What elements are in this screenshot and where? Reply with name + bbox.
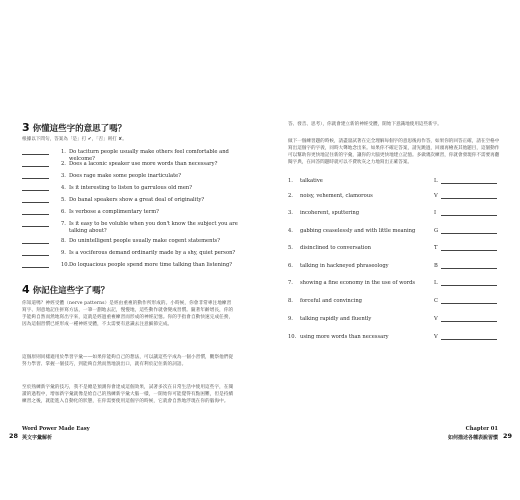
question-text: Is it easy to be voluble when you don't know the subject you are talking about? xyxy=(69,221,238,234)
item-number: 5. xyxy=(288,245,293,251)
section-number: 4 xyxy=(22,283,30,296)
question-item xyxy=(22,161,239,168)
question-text: Do loquacious people spend more time talking than listening? xyxy=(69,262,233,268)
definition-phrase: talking rapidly and fluently xyxy=(300,316,372,322)
section-title: 你記住這些字了嗎？ xyxy=(32,286,110,296)
definition-phrase: forceful and convincing xyxy=(300,298,362,304)
item-number: 9. xyxy=(288,316,293,322)
body-paragraph: 答、發音、思考），你就會建立新的神經受體，開始下意識地使用這些新字。 xyxy=(288,122,442,127)
chapter-title: 如何描述各種表說習慣 xyxy=(447,435,498,441)
item-number: 10. xyxy=(288,334,297,340)
definition-phrase: talking in hackneyed phraseology xyxy=(300,263,389,269)
body-paragraph: 你知道嗎？神經受體（nerve patterns）是經由重複的動作所形成的。小時候，你會非常專注地練習寫字、刻意地記住拼寫方法，一筆一劃地去記，慢慢地，這些動作就會變成習慣。隨著年齡增長，你的手能夠自然而然地寫出字來，這就是經過重複練習而形成的神經記憶。你的手指會自動快速完成任務，因為這個習慣已經形成一種神經受體，不太需要有意識去注意細節完成。 xyxy=(22,301,234,327)
item-number: 7. xyxy=(288,280,293,286)
question-number: 8. xyxy=(61,238,66,244)
question-text: Is verbose a complimentary term? xyxy=(69,209,159,215)
question-text: Is it interesting to listen to garrulous old men? xyxy=(69,185,193,191)
question-text: Does rage make some people inarticulate? xyxy=(69,173,182,179)
question-item xyxy=(22,238,239,245)
question-text: Do unintelligent people usually make cogent statements? xyxy=(69,238,220,244)
item-number: 6. xyxy=(288,263,293,269)
initial-letter: B xyxy=(434,263,438,269)
body-paragraph: 至於熟練新字彙的技巧，我不是總是預測你會達成這個效果，試著多次在日常生活中使用這些字，在閱讀的過程中，增加新字彙就像是給自己的熟練新字彙大腦一樣，一開始你可能覺得有點困難，但是持續練習之後，就能進入自動化的狀態，在你需要使用這個字的時候，它就會自然地浮現在你的腦海中。 xyxy=(22,385,234,404)
section-number: 3 xyxy=(22,121,30,134)
page-number: 28 xyxy=(9,432,19,440)
question-number: 5. xyxy=(61,197,66,203)
question-text: Is a vociferous demand ordinarily made by a shy, quiet person? xyxy=(69,250,236,256)
item-number: 4. xyxy=(288,228,293,234)
book-title-zh: 英文字彙解析 xyxy=(22,435,53,441)
answer-line[interactable] xyxy=(441,215,497,216)
answer-line[interactable] xyxy=(441,268,497,269)
initial-letter: V xyxy=(434,334,438,340)
section-instructions: 根據以下問句，答案為「是」打 ✔，「否」則打 ✘。 xyxy=(22,137,127,142)
question-item xyxy=(22,197,239,204)
question-item xyxy=(22,262,239,269)
item-number: 2. xyxy=(288,193,293,199)
answer-blank[interactable] xyxy=(22,250,49,256)
initial-letter: C xyxy=(434,298,438,304)
definition-phrase: talkative xyxy=(300,178,323,184)
answer-line[interactable] xyxy=(441,339,497,340)
item-number: 3. xyxy=(288,210,293,216)
body-paragraph: 做下一個練習題的時候，請盡量試著在完全理解每個字的意思後再作答，如果你的回答正確，請在空格中寫出這個字的字義，同時大聲地念出來。如果你不確定答案，請先跳過，回頭再檢查其他題目，這個動作可以幫助你更快地記住新的字彙，讓你的大腦更快地建立記憶。多做幾次練習，你就會發現你不需要再翻閱字典，在回答問題時就可以不費吹灰之力地寫出正確答案。 xyxy=(288,139,500,165)
question-item xyxy=(22,250,239,257)
answer-line[interactable] xyxy=(441,183,497,184)
answer-blank[interactable] xyxy=(22,173,49,179)
question-number: 6. xyxy=(61,209,66,215)
answer-blank[interactable] xyxy=(22,221,49,227)
definition-phrase: noisy, vehement, clamorous xyxy=(300,193,373,199)
question-number: 7. xyxy=(61,221,66,227)
answer-blank[interactable] xyxy=(22,185,49,191)
question-item xyxy=(22,209,239,216)
answer-line[interactable] xyxy=(441,233,497,234)
answer-line[interactable] xyxy=(441,303,497,304)
answer-line[interactable] xyxy=(441,285,497,286)
initial-letter: T xyxy=(434,245,438,251)
question-number: 4. xyxy=(61,185,66,191)
question-item xyxy=(22,173,239,180)
definition-phrase: disinclined to conversation xyxy=(300,245,371,251)
answer-line[interactable] xyxy=(441,321,497,322)
right-page xyxy=(260,0,520,500)
body-paragraph: 這個原則同樣適用於學習字彙——如果你能夠自己的想法，可以讓這些字成為一個小習慣，觀察他們從努力學習、掌握一個技巧，到能夠自然而然地說出口，就有利於記住新的詞語。 xyxy=(22,355,234,367)
definition-phrase: showing a fine economy in the use of words xyxy=(300,280,416,286)
answer-blank[interactable] xyxy=(22,161,49,167)
chapter-label: Chapter 01 xyxy=(465,426,498,432)
page-number: 29 xyxy=(502,432,512,440)
initial-letter: V xyxy=(434,193,438,199)
section-title: 你懂這些字的意思了嗎？ xyxy=(32,124,127,134)
answer-line[interactable] xyxy=(441,250,497,251)
answer-line[interactable] xyxy=(441,198,497,199)
section-4-heading xyxy=(22,283,109,296)
answer-blank[interactable] xyxy=(22,209,49,215)
question-text: Do banal speakers show a great deal of originality? xyxy=(69,197,205,203)
section-3-heading xyxy=(22,121,126,134)
definition-phrase: incoherent, sputtering xyxy=(300,210,360,216)
question-number: 9. xyxy=(61,250,66,256)
initial-letter: G xyxy=(434,228,439,234)
initial-letter: V xyxy=(434,316,438,322)
book-title-en: Word Power Made Easy xyxy=(22,426,90,432)
initial-letter: L xyxy=(434,178,438,184)
question-item xyxy=(22,221,239,234)
answer-blank[interactable] xyxy=(22,238,49,244)
question-number: 1. xyxy=(61,149,66,155)
question-item xyxy=(22,185,239,192)
initial-letter: L xyxy=(434,280,438,286)
item-number: 8. xyxy=(288,298,293,304)
question-number: 10. xyxy=(61,262,70,268)
question-text: Do taciturn people usually make others feel comfortable and welcome? xyxy=(69,149,229,162)
item-number: 1. xyxy=(288,178,293,184)
answer-blank[interactable] xyxy=(22,197,49,203)
question-text: Does a laconic speaker use more words than necessary? xyxy=(69,161,218,167)
answer-blank[interactable] xyxy=(22,149,49,155)
definition-phrase: using more words than necessary xyxy=(300,334,389,340)
question-number: 2. xyxy=(61,161,66,167)
question-number: 3. xyxy=(61,173,66,179)
answer-blank[interactable] xyxy=(22,262,49,268)
initial-letter: I xyxy=(434,210,437,216)
definition-phrase: gabbing ceaselessly and with little meaning xyxy=(300,228,416,234)
